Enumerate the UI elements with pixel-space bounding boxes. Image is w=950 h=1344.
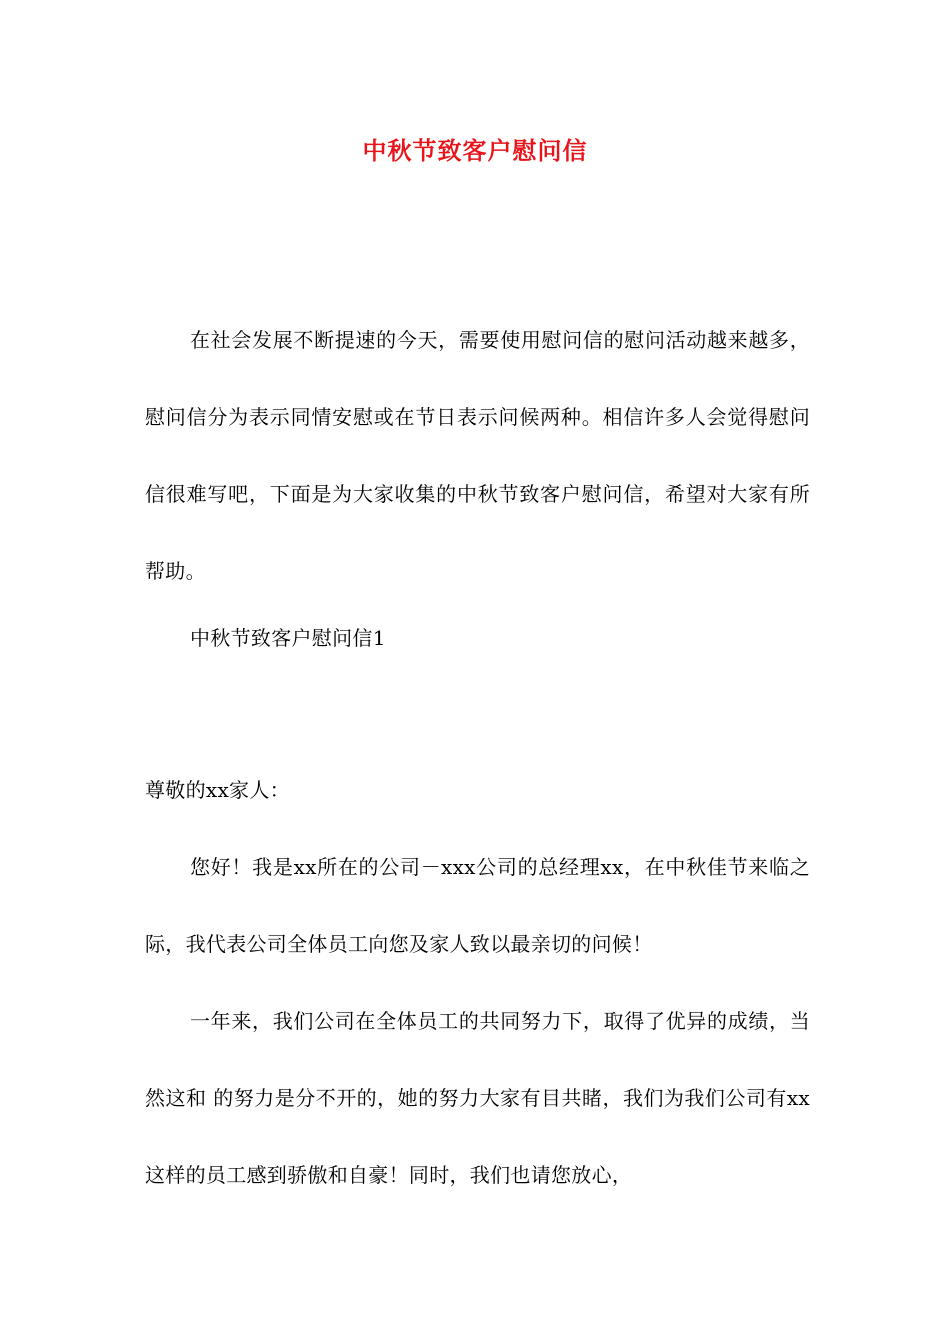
section-block [145, 600, 810, 677]
letter-salutation: 尊敬的xx家人： [145, 778, 290, 802]
document-title: 中秋节致客户慰问信 [362, 136, 588, 165]
letter-block [145, 752, 810, 1214]
intro-paragraph: 在社会发展不断提速的今天，需要使用慰问信的慰问活动越来越多，慰问信分为表示同情安慰或在节日表示问候两种。相信许多人会觉得慰问信很难写吧，下面是为大家收集的中秋节致客户慰问信，希望对大家有所帮助。 [145, 328, 810, 583]
section-heading: 中秋节致客户慰问信1 [190, 626, 386, 650]
intro-block [145, 302, 810, 610]
letter-paragraph-1: 您好！我是xx所在的公司－xxx公司的总经理xx，在中秋佳节来临之际，我代表公司全体员工向您及家人致以最亲切的问候！ [145, 855, 810, 956]
letter-paragraph-2: 一年来，我们公司在全体员工的共同努力下，取得了优异的成绩，当然这和 的努力是分不开的，她的努力大家有目共睹，我们为我们公司有xx这样的员工感到骄傲和自豪！同时，我们也请您放心， [145, 1009, 810, 1187]
